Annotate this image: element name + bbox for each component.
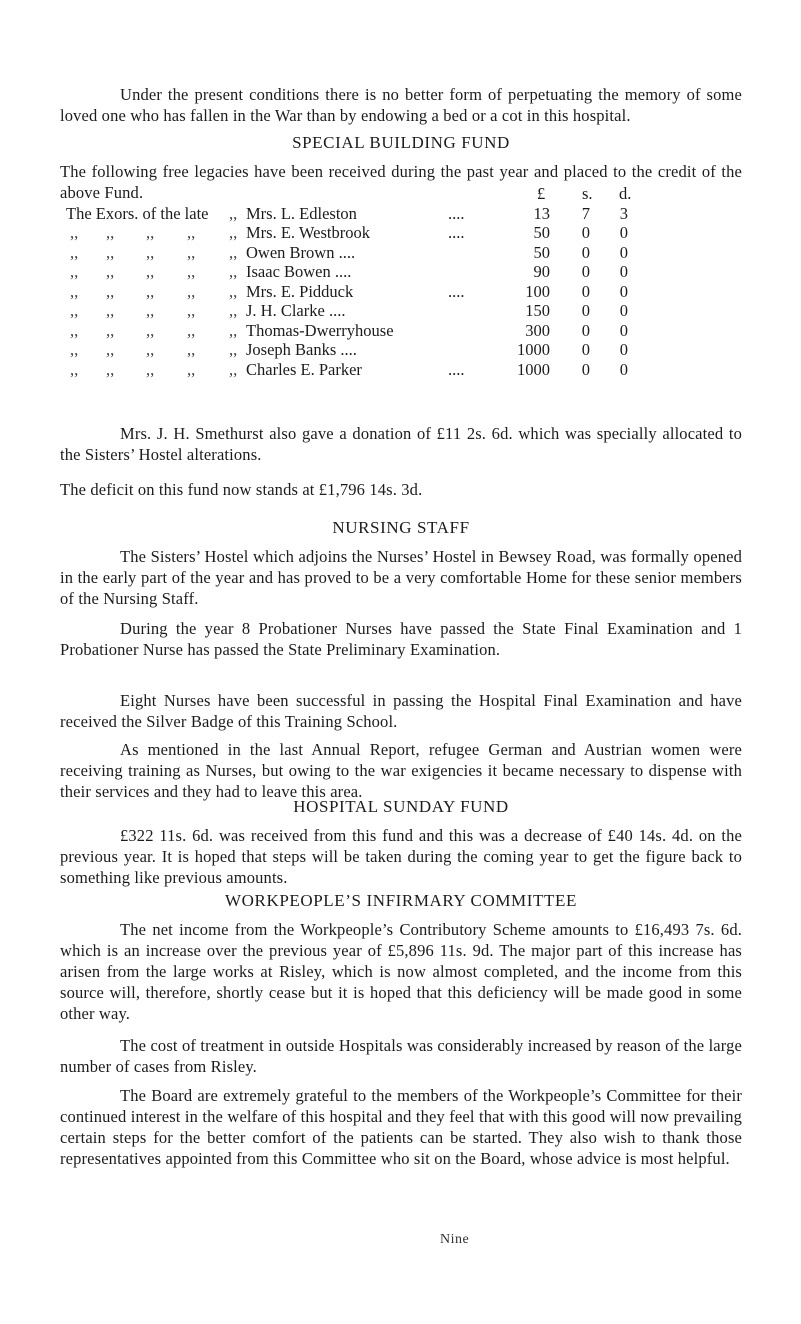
table-row [66, 262, 662, 282]
column-shillings: s. [582, 184, 593, 203]
legacy-pence: 0 [619, 262, 628, 281]
legacy-pence: 0 [619, 340, 628, 359]
workpeople-paragraph-3: The Board are extremely grateful to the members of the Workpeople’s Committee for their continued interest in the welfare of this hospital and they feel that with this good will now prevailing certain steps for the better comfort of the patients can be started. They also wish to thank those representatives appointed from this Committee who sit on the Board, whose advice is most helpful. [60, 1086, 742, 1168]
ditto-mark: ,, [229, 359, 238, 379]
legacy-name: Joseph Banks .... [246, 340, 357, 359]
table-row [66, 204, 662, 224]
table-row [66, 282, 662, 302]
legacy-pence: 0 [619, 359, 628, 379]
legacy-name: J. H. Clarke .... [246, 301, 346, 320]
table-row [66, 223, 662, 243]
nursing-paragraph-4: As mentioned in the last Annual Report, refugee German and Austrian women were receiving training as Nurses, but owing to the war exigencies it became necessary to dispense with their services and they had to leave this area. [60, 740, 742, 801]
ditto-mark: ,, [187, 223, 196, 242]
ditto-mark: ,, [187, 281, 196, 301]
ditto-mark: ,, [70, 242, 79, 262]
ditto-mark: ,, [106, 242, 115, 262]
building-fund-heading: SPECIAL BUILDING FUND [292, 133, 510, 152]
legacy-shillings: 0 [581, 281, 590, 301]
table-row [66, 321, 662, 341]
column-pounds: £ [537, 184, 546, 203]
ditto-mark: ,, [70, 262, 79, 281]
ditto-mark: ,, [187, 262, 196, 281]
legacy-name: Mrs. E. Pidduck [246, 281, 354, 301]
legacy-name: Owen Brown .... [246, 242, 356, 262]
ditto-mark: ,, [146, 223, 155, 242]
ditto-mark: ,, [106, 281, 115, 301]
ditto-mark: ,, [229, 340, 238, 359]
leader-dots: .... [448, 223, 465, 242]
ditto-mark: ,, [187, 320, 196, 340]
ditto-mark: ,, [70, 340, 79, 359]
table-row [66, 301, 662, 321]
table-row [66, 360, 662, 380]
ditto-mark: ,, [70, 223, 79, 242]
legacy-shillings: 0 [581, 359, 590, 379]
legacy-pence: 0 [619, 281, 628, 301]
legacy-pounds: 50 [533, 223, 550, 242]
ditto-mark: ,, [146, 242, 155, 262]
ditto-mark: ,, [146, 281, 155, 301]
nursing-heading: NURSING STAFF [332, 518, 470, 537]
ditto-mark: ,, [146, 301, 155, 320]
table-row [66, 243, 662, 263]
leader-dots: .... [448, 359, 465, 379]
ditto-mark: ,, [187, 340, 196, 359]
legacy-shillings: 7 [581, 203, 590, 223]
ditto-mark: ,, [106, 320, 115, 340]
legacy-shillings: 0 [581, 340, 590, 359]
ditto-mark: ,, [229, 320, 238, 340]
legacy-pounds: 150 [525, 301, 550, 320]
legacy-pounds: 13 [533, 203, 550, 223]
ditto-mark: ,, [106, 262, 115, 281]
legacy-name: Isaac Bowen .... [246, 262, 352, 281]
sunday-fund-heading: HOSPITAL SUNDAY FUND [293, 797, 509, 816]
nursing-paragraph-2: During the year 8 Probationer Nurses have passed the State Final Examination and 1 Probationer Nurse has passed the State Preliminary Examination. [60, 619, 742, 659]
legacy-shillings: 0 [581, 320, 590, 340]
building-fund-intro: The following free legacies have been received during the past year and placed to the credit of the above Fund. [60, 162, 742, 202]
ditto-mark: ,, [229, 242, 238, 262]
ditto-mark: ,, [146, 359, 155, 379]
ditto-mark: ,, [70, 301, 79, 320]
nursing-paragraph-3: Eight Nurses have been successful in passing the Hospital Final Examination and have received the Silver Badge of this Training School. [60, 691, 742, 731]
legacy-shillings: 0 [581, 301, 590, 320]
ditto-mark: ,, [187, 301, 196, 320]
legacy-pence: 0 [619, 242, 628, 262]
ditto-mark: ,, [70, 320, 79, 340]
legacy-name: Thomas-Dwerryhouse [246, 320, 394, 340]
ditto-mark: ,, [106, 340, 115, 359]
leader-dots: .... [448, 203, 465, 223]
intro-paragraph: Under the present conditions there is no better form of perpetuating the memory of some loved one who has fallen in the War than by endowing a bed or a cot in this hospital. [60, 85, 742, 125]
ditto-mark: ,, [146, 340, 155, 359]
table-row [66, 340, 662, 360]
legacy-pounds: 1000 [517, 340, 550, 359]
ditto-mark: ,, [146, 320, 155, 340]
ditto-mark: ,, [229, 203, 238, 223]
workpeople-paragraph-2: The cost of treatment in outside Hospitals was considerably increased by reason of the large number of cases from Risley. [60, 1036, 742, 1076]
ditto-mark: ,, [187, 359, 196, 379]
legacy-shillings: 0 [581, 262, 590, 281]
donation-paragraph: Mrs. J. H. Smethurst also gave a donation of £11 2s. 6d. which was specially allocated to the Sisters’ Hostel alterations. [60, 424, 742, 464]
page-number: Nine [440, 1232, 470, 1247]
column-pence: d. [619, 184, 632, 203]
legacy-pence: 0 [619, 301, 628, 320]
leader-dots: .... [448, 281, 465, 301]
ditto-mark: ,, [229, 281, 238, 301]
legacy-shillings: 0 [581, 223, 590, 242]
ditto-mark: ,, [187, 242, 196, 262]
legacy-pounds: 300 [525, 320, 550, 340]
ditto-mark: ,, [106, 359, 115, 379]
table-header-row [66, 184, 662, 204]
ditto-mark: ,, [106, 223, 115, 242]
legacies-table [66, 184, 662, 379]
ditto-mark: ,, [106, 301, 115, 320]
legacy-name: Mrs. E. Westbrook [246, 223, 370, 242]
legacy-name: Charles E. Parker [246, 359, 362, 379]
legacy-pounds: 100 [525, 281, 550, 301]
legacy-pence: 3 [619, 203, 628, 223]
legacy-pence: 0 [619, 320, 628, 340]
ditto-mark: ,, [229, 301, 238, 320]
legacy-pounds: 1000 [517, 359, 550, 379]
sunday-fund-paragraph: £322 11s. 6d. was received from this fund and this was a decrease of £40 14s. 4d. on the previous year. It is hoped that steps will be taken during the coming year to get the figure back to something like previous amounts. [60, 826, 742, 887]
legacy-pence: 0 [619, 223, 628, 242]
workpeople-heading: WORKPEOPLE’S INFIRMARY COMMITTEE [225, 891, 577, 910]
deficit-paragraph: The deficit on this fund now stands at £1,796 14s. 3d. [60, 480, 423, 499]
legacy-name: Mrs. L. Edleston [246, 203, 357, 223]
legacy-pounds: 90 [533, 262, 550, 281]
legacy-shillings: 0 [581, 242, 590, 262]
nursing-paragraph-1: The Sisters’ Hostel which adjoins the Nurses’ Hostel in Bewsey Road, was formally opened in the early part of the year and has proved to be a very comfortable Home for these senior members of the Nursing Staff. [60, 547, 742, 608]
ditto-mark: ,, [70, 281, 79, 301]
legacy-prefix: The Exors. of the late [66, 203, 209, 223]
ditto-mark: ,, [70, 359, 79, 379]
workpeople-paragraph-1: The net income from the Workpeople’s Contributory Scheme amounts to £16,493 7s. 6d. which is an increase over the previous year of £5,896 11s. 9d. The major part of this increase has arisen from the large works at Risley, which is now almost completed, and the income from this source will, therefore, shortly cease but it is hoped that this deficiency will be made good in some other way. [60, 920, 742, 1023]
ditto-mark: ,, [229, 223, 238, 242]
legacy-pounds: 50 [533, 242, 550, 262]
ditto-mark: ,, [146, 262, 155, 281]
ditto-mark: ,, [229, 262, 238, 281]
